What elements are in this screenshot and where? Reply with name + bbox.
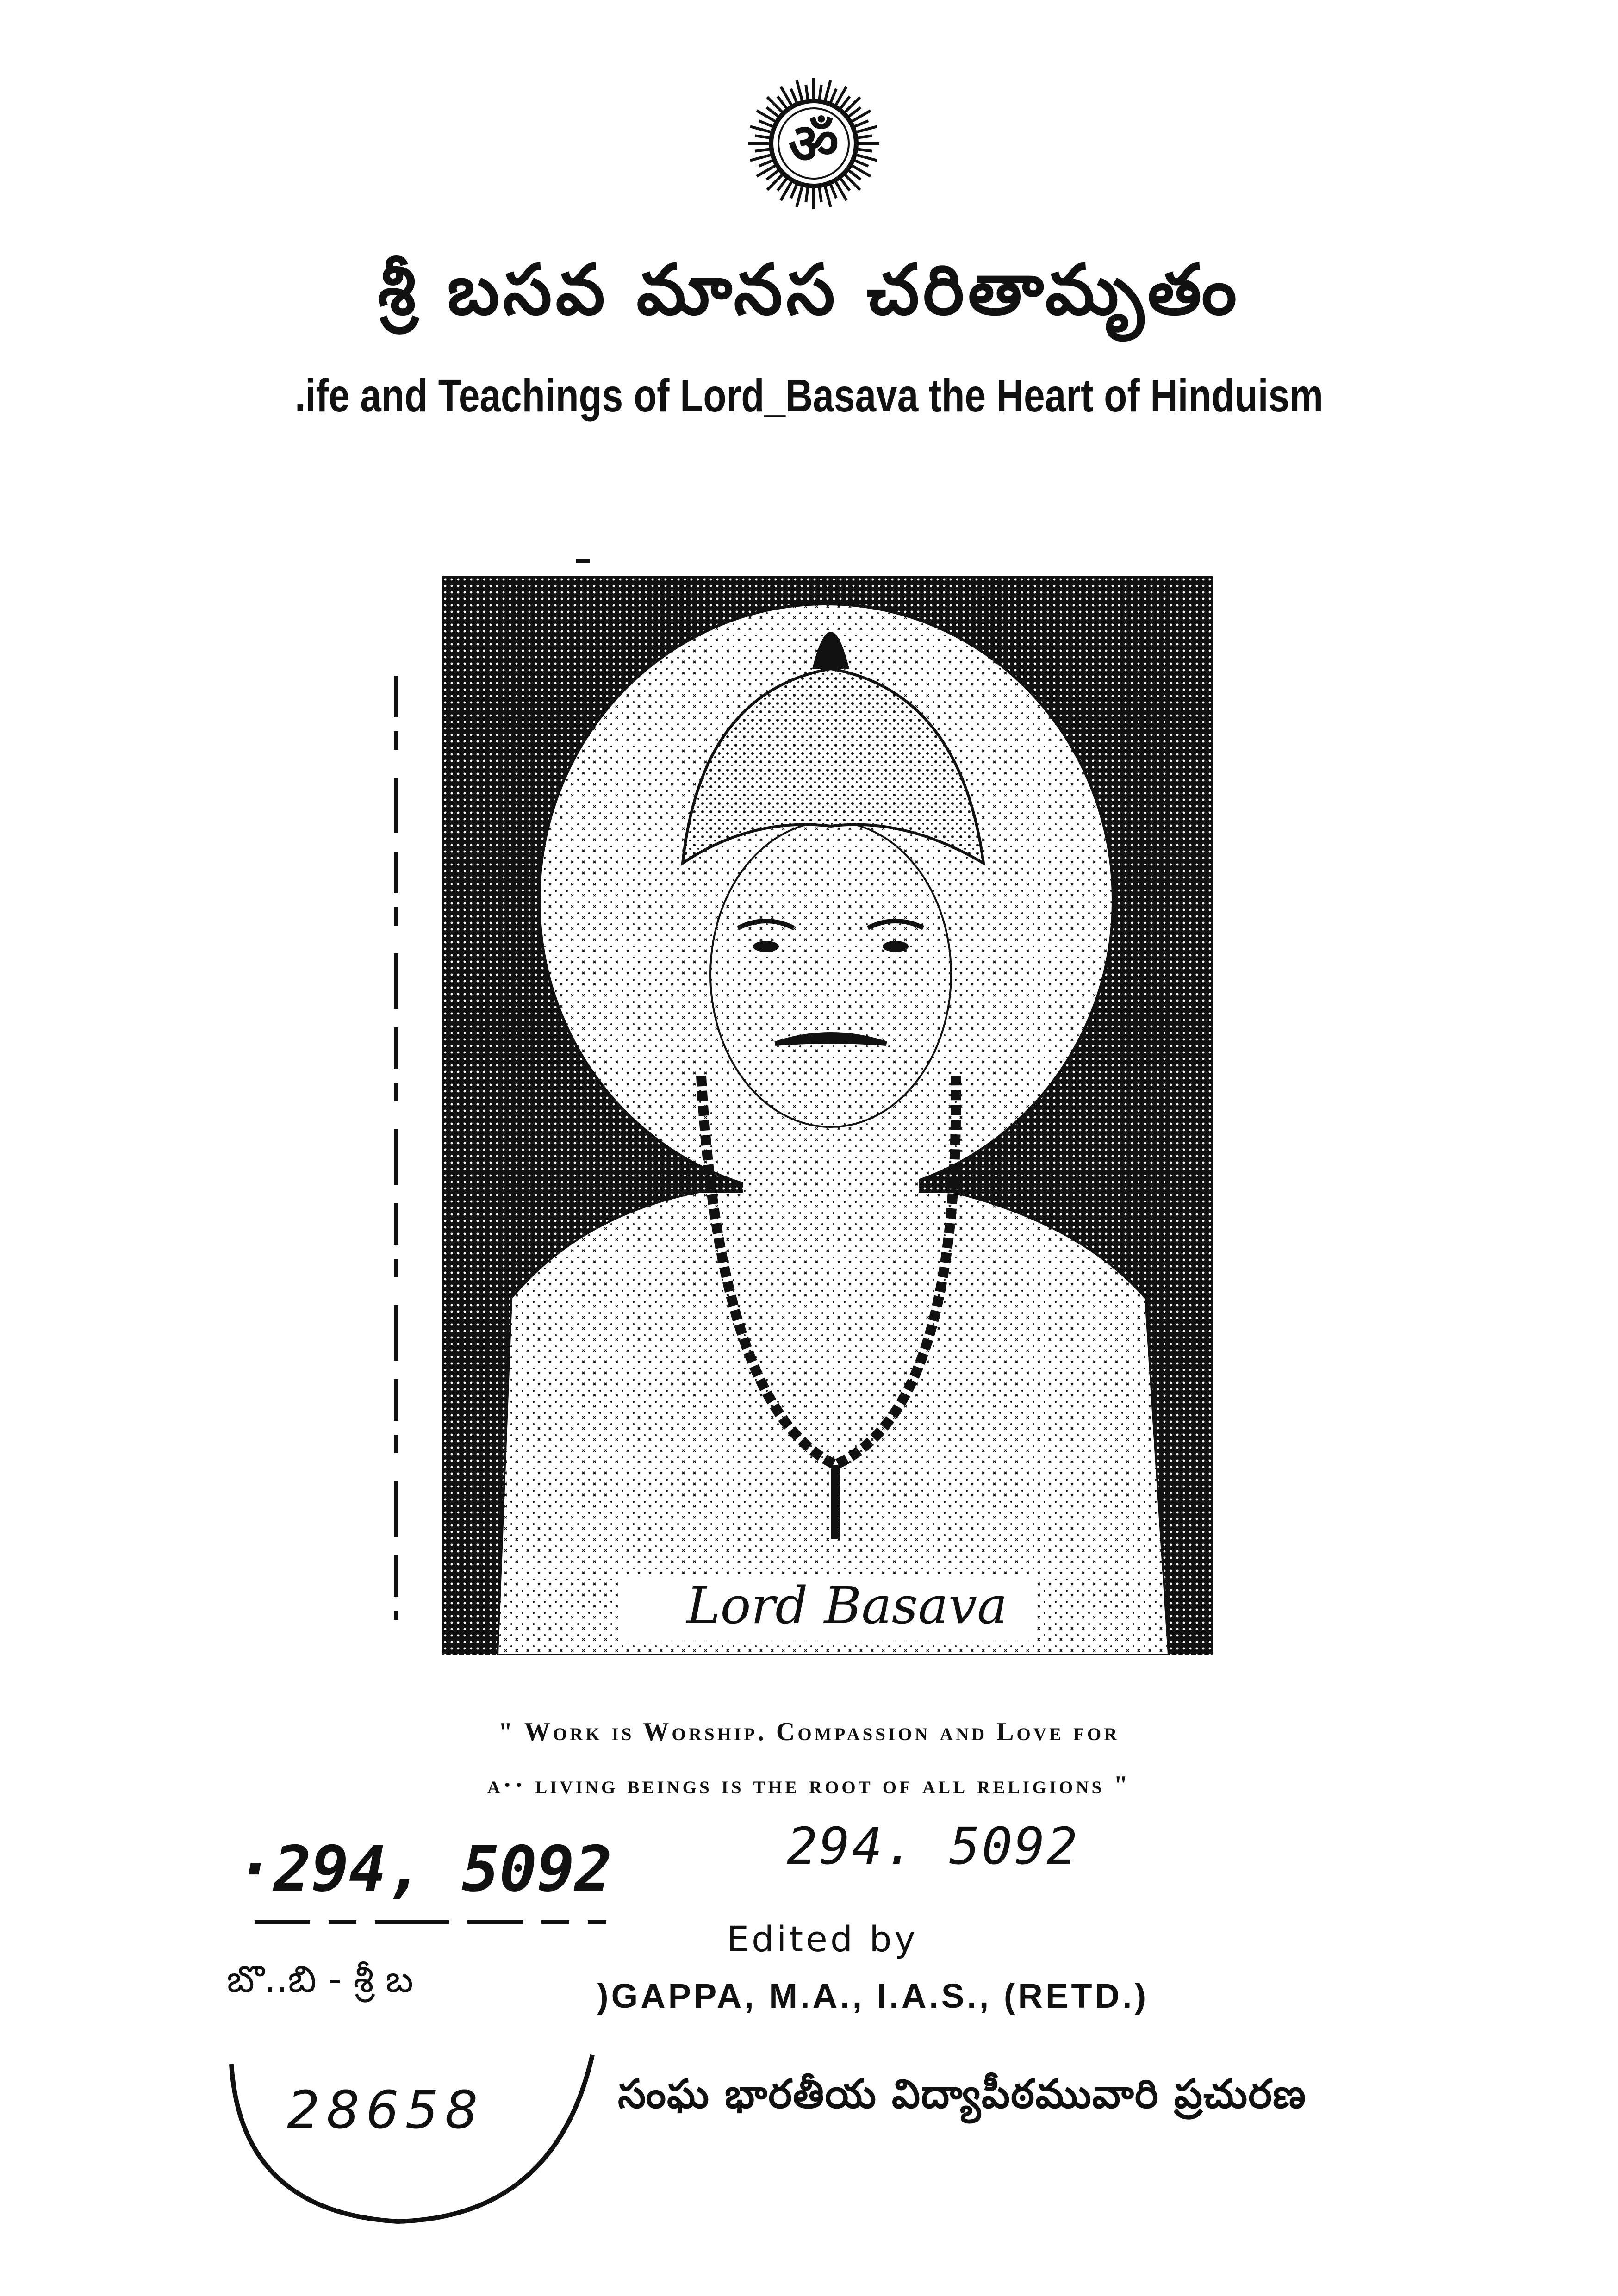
portrait-image (442, 576, 1213, 1655)
om-emblem (744, 74, 883, 213)
dash-mark (576, 559, 590, 563)
portrait-caption: Lord Basava (686, 1576, 1008, 1635)
edited-by-label: Edited by (727, 1918, 918, 1960)
editor-name: )GAPPA, M.A., I.A.S., (RETD.) (597, 1977, 1149, 2015)
call-number-underline (255, 1918, 606, 1926)
title-telugu: శ్రీ బసవ మానస చరితామృతం (377, 250, 1241, 330)
handwritten-telugu-note: బొ..బి - శ్రీ బ (227, 1958, 413, 2001)
quote-line-1: " Work is Worship. Compassion and Love for (498, 1717, 1120, 1746)
left-dotted-rule (393, 676, 399, 1620)
accession-number: 28658 (287, 2080, 485, 2140)
om-symbol: ॐ (788, 112, 839, 176)
call-number-handwritten-right: 294. 5092 (787, 1817, 1080, 1876)
quote-line-2: a·· living beings is the root of all religions " (487, 1771, 1131, 1799)
publisher-line: సంఘ భారతీయ విద్యాపీఠమువారి ప్రచురణ (618, 2071, 1307, 2117)
call-number-handwritten-left: ·294, 5092 (236, 1833, 612, 1905)
subtitle-english: .ife and Teachings of Lord_Basava the Heart of Hinduism (294, 370, 1323, 422)
om-sunburst-icon (744, 74, 883, 213)
